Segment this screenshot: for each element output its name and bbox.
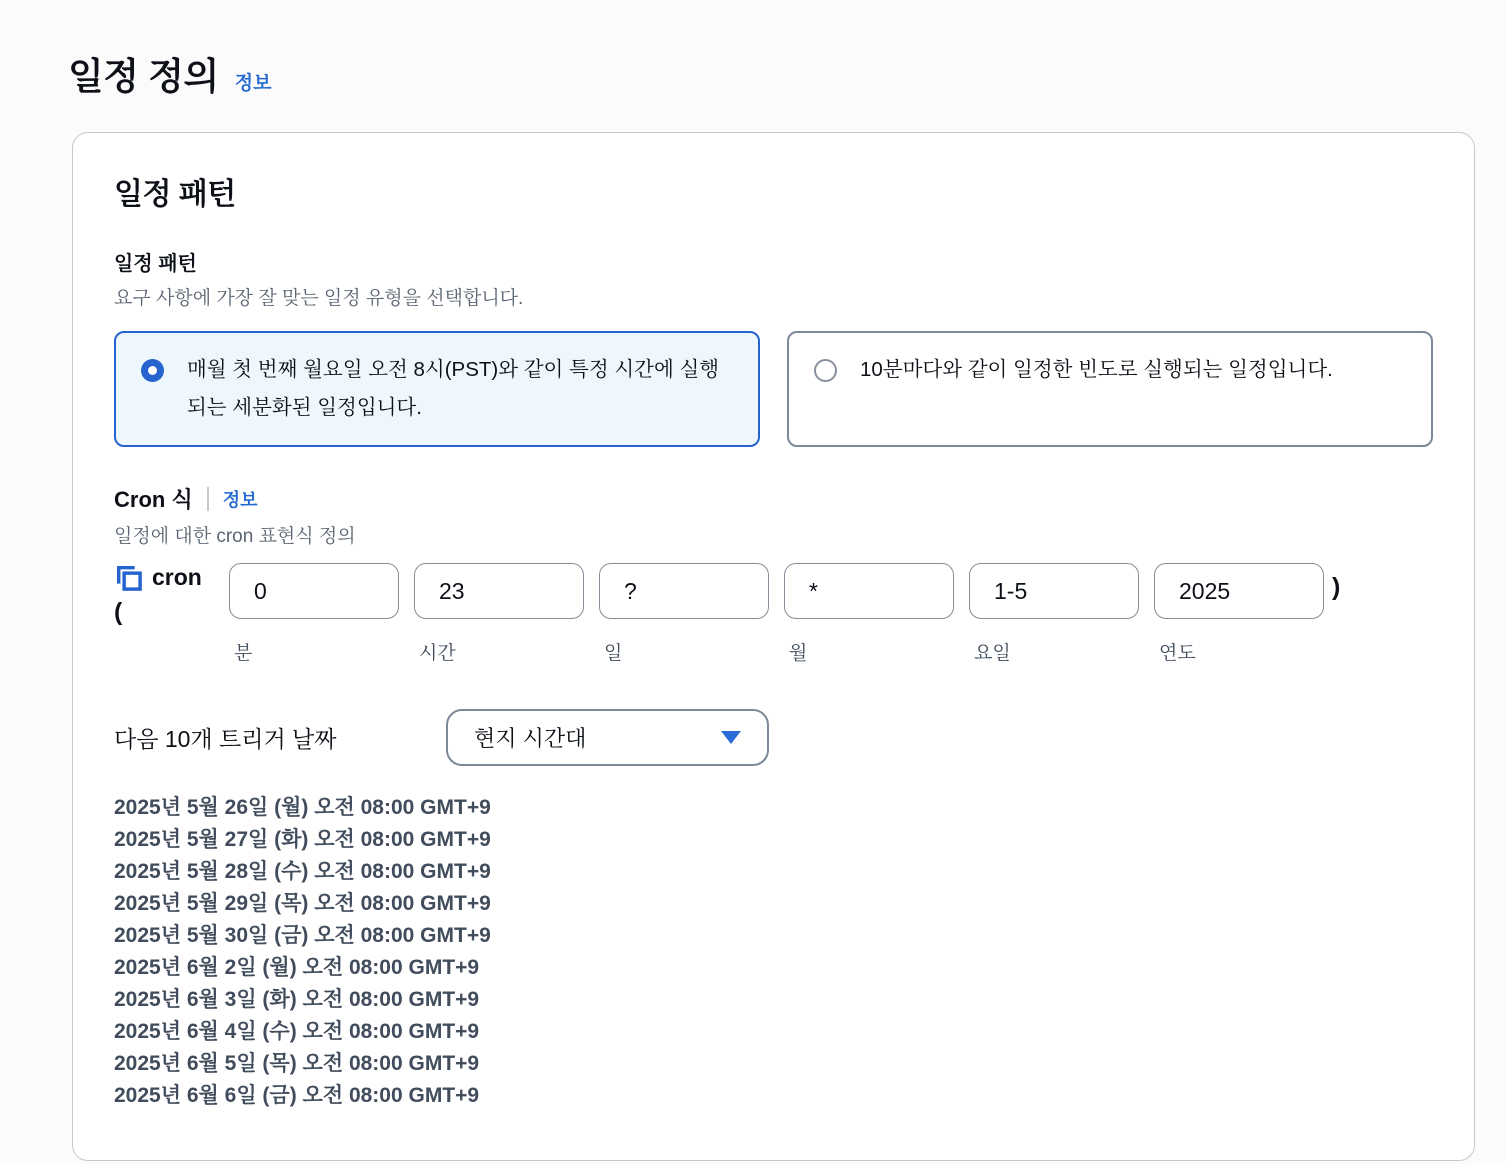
cron-day-of-week-input[interactable] [969, 563, 1139, 619]
cron-open-paren: ( [114, 598, 123, 626]
radio-option-rate-label: 10분마다와 같이 일정한 빈도로 실행되는 일정입니다. [860, 358, 1333, 381]
cron-field-hours [414, 563, 584, 665]
page-info-link[interactable]: 정보 [234, 73, 272, 94]
cron-keyword: cron [152, 564, 202, 590]
cron-field-day-of-week [969, 563, 1139, 665]
next-trigger-dates-row [114, 709, 1433, 766]
cron-hours-input[interactable] [414, 563, 584, 619]
cron-description: 일정에 대한 cron 표현식 정의 [114, 526, 356, 547]
page-header [0, 0, 1506, 100]
trigger-date-1: 2025년 5월 26일 (월) 오전 08:00 GMT+9 [114, 796, 491, 819]
divider [207, 487, 209, 511]
trigger-date-9: 2025년 6월 5일 (목) 오전 08:00 GMT+9 [114, 1052, 480, 1075]
trigger-date-6: 2025년 6월 2일 (월) 오전 08:00 GMT+9 [114, 956, 480, 979]
cron-expression-builder [114, 563, 1433, 665]
cron-month-label: 월 [789, 643, 808, 664]
trigger-date-8: 2025년 6월 4일 (수) 오전 08:00 GMT+9 [114, 1020, 480, 1043]
pattern-field-description: 요구 사항에 가장 잘 맞는 일정 유형을 선택합니다. [114, 288, 524, 309]
cron-minutes-input[interactable] [229, 563, 399, 619]
trigger-date-2: 2025년 5월 27일 (화) 오전 08:00 GMT+9 [114, 828, 491, 851]
timezone-select[interactable] [446, 709, 769, 766]
cron-minutes-label: 분 [234, 643, 253, 664]
trigger-date-10: 2025년 6월 6일 (금) 오전 08:00 GMT+9 [114, 1084, 480, 1107]
cron-year-input[interactable] [1154, 563, 1324, 619]
cron-expression-label: Cron 식 [114, 487, 193, 512]
radio-option-cron-schedule[interactable] [114, 331, 760, 447]
schedule-pattern-panel [72, 132, 1475, 1161]
radio-unchecked-icon[interactable] [814, 359, 837, 382]
cron-day-of-week-label: 요일 [974, 643, 1011, 664]
radio-option-rate-schedule[interactable] [787, 331, 1433, 447]
cron-day-of-month-label: 일 [604, 643, 623, 664]
cron-field-day-of-month [599, 563, 769, 665]
cron-prefix [114, 563, 229, 627]
cron-close-paren: ) [1332, 573, 1341, 601]
radio-checked-icon[interactable] [141, 359, 164, 382]
caret-down-icon [721, 731, 741, 744]
panel-heading: 일정 패턴 [114, 178, 236, 211]
cron-field-minutes [229, 563, 399, 665]
schedule-type-options [114, 331, 1433, 447]
cron-year-label: 연도 [1159, 643, 1196, 664]
cron-field-month [784, 563, 954, 665]
cron-hours-label: 시간 [419, 643, 456, 664]
cron-info-link[interactable]: 정보 [222, 489, 258, 510]
pattern-field-label: 일정 패턴 [114, 253, 197, 275]
cron-header [114, 483, 1433, 514]
timezone-select-value: 현지 시간대 [474, 726, 587, 751]
trigger-date-5: 2025년 5월 30일 (금) 오전 08:00 GMT+9 [114, 924, 491, 947]
trigger-date-4: 2025년 5월 29일 (목) 오전 08:00 GMT+9 [114, 892, 491, 915]
cron-field-year [1154, 563, 1324, 665]
cron-day-of-month-input[interactable] [599, 563, 769, 619]
radio-option-cron-label: 매월 첫 번째 월요일 오전 8시(PST)와 같이 특정 시간에 실행되는 세분화된 일정입니다. [187, 358, 720, 419]
cron-month-input[interactable] [784, 563, 954, 619]
copy-icon[interactable] [114, 563, 143, 592]
page-title: 일정 정의 [68, 56, 219, 97]
cron-fields [229, 563, 1324, 665]
next-trigger-dates-label: 다음 10개 트리거 날짜 [114, 726, 337, 752]
trigger-date-7: 2025년 6월 3일 (화) 오전 08:00 GMT+9 [114, 988, 480, 1011]
trigger-date-3: 2025년 5월 28일 (수) 오전 08:00 GMT+9 [114, 860, 491, 883]
trigger-dates-list [114, 792, 1433, 1112]
